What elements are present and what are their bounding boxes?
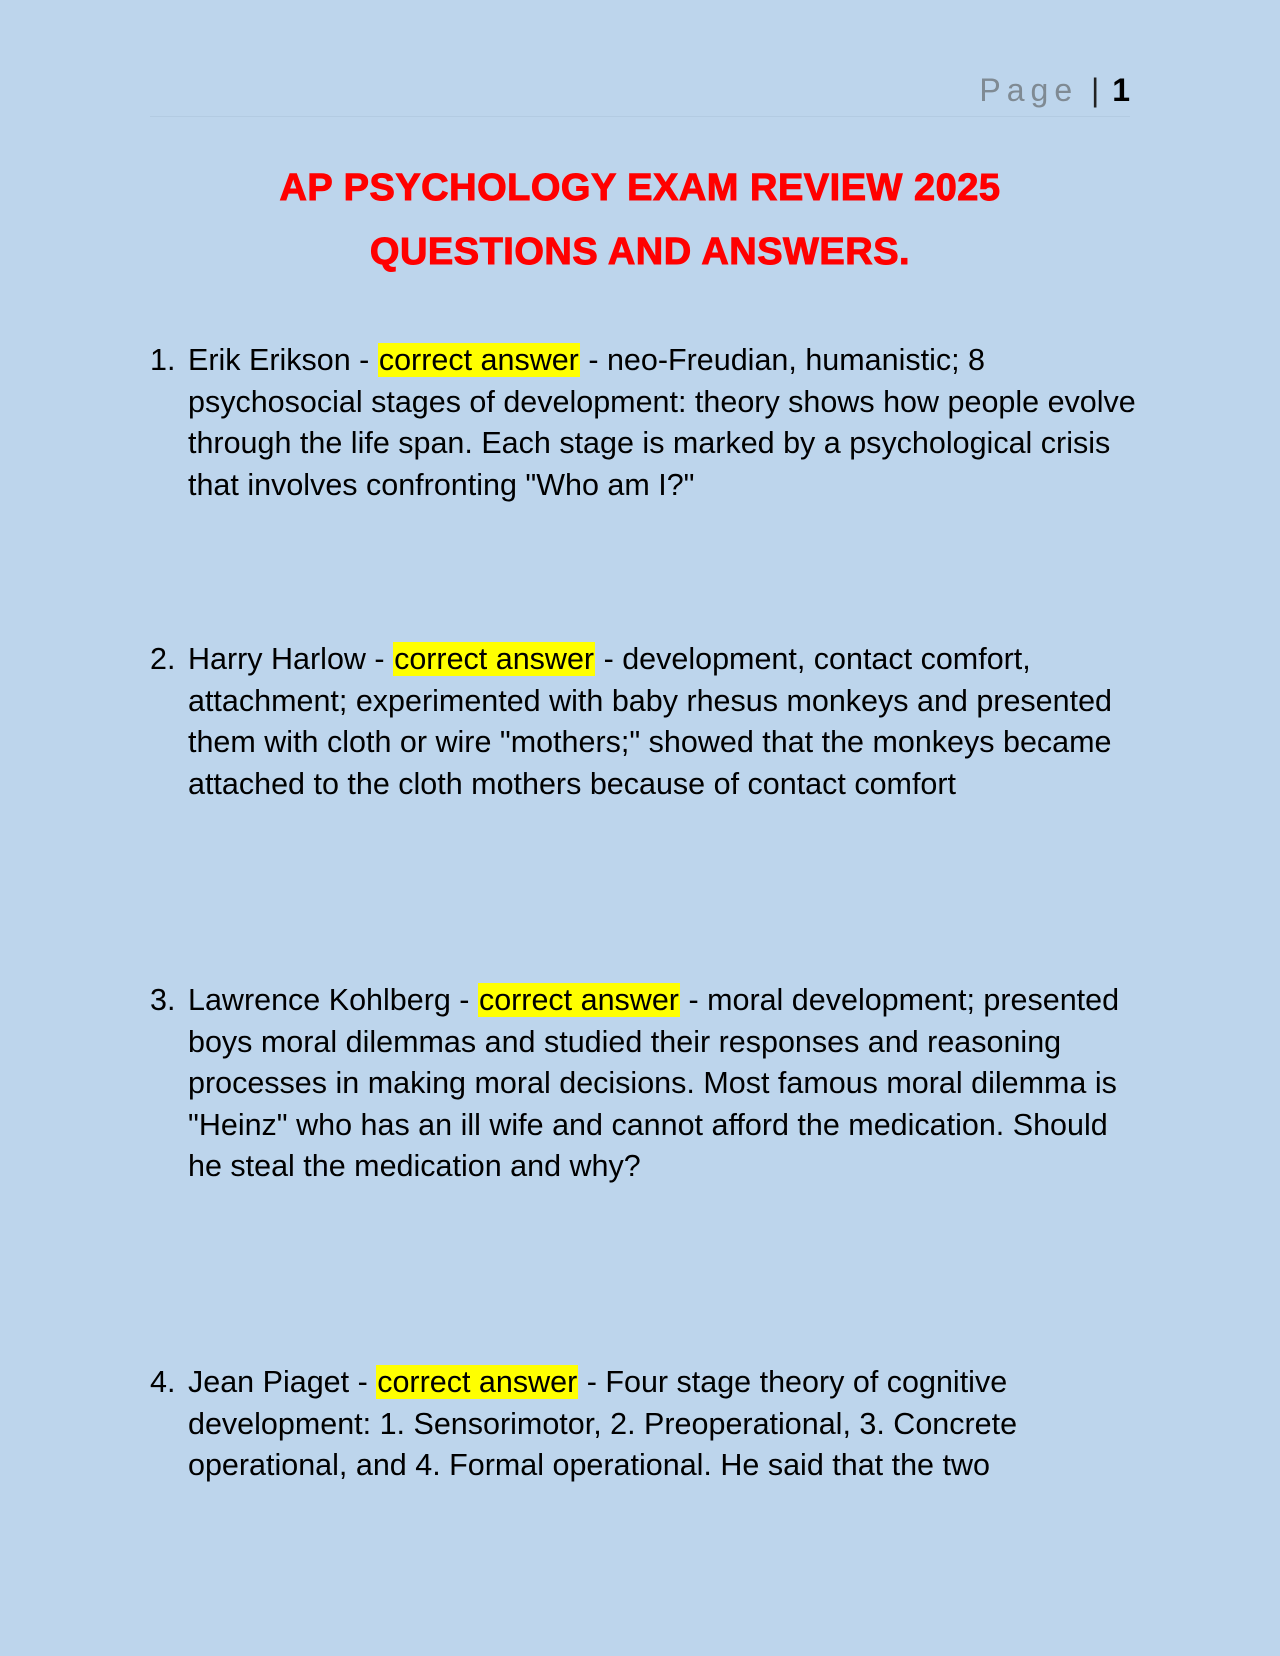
item-answer-text: - moral development; presented boys moral dilemmas and studied their responses and reasoning processes in making moral decisions. Most famous moral dilemma is "Heinz" who has an ill wife and cannot afford the medication. Should he steal the medication and why? [188, 983, 1120, 1183]
title-line-2: QUESTIONS AND ANSWERS. [369, 231, 911, 273]
header-divider [150, 116, 1130, 117]
qa-item-1 [150, 340, 1140, 506]
highlight-correct-answer: correct answer [378, 343, 579, 377]
item-term: Erik Erikson - [188, 343, 370, 377]
qa-item-2 [150, 639, 1140, 805]
item-number: 1. [150, 343, 176, 377]
item-body [188, 340, 1140, 506]
item-number: 4. [150, 1365, 176, 1399]
item-number: 3. [150, 983, 176, 1017]
item-answer-text: - neo-Freudian, humanistic; 8 psychosocial stages of development: theory shows how people evolve through the life span. Each stage is marked by a psychological crisis that involves confronting "Who am I?" [188, 343, 1136, 502]
page-separator: | [1091, 72, 1100, 108]
item-answer-text: - development, contact comfort, attachment; experimented with baby rhesus monkeys and presented them with cloth or wire "mothers;" showed that the monkeys became attached to the cloth mothers because of contact comfort [188, 642, 1112, 801]
page-header [979, 72, 1130, 109]
page-number: 1 [1112, 72, 1130, 108]
item-body [188, 1362, 1140, 1487]
title-line-1: AP PSYCHOLOGY EXAM REVIEW 2025 [279, 167, 1001, 209]
item-number: 2. [150, 642, 176, 676]
highlight-correct-answer: correct answer [377, 1365, 578, 1399]
item-body [188, 980, 1140, 1188]
item-term: Harry Harlow - [188, 642, 385, 676]
document-title [150, 156, 1130, 284]
page-label: Page [979, 72, 1079, 108]
highlight-correct-answer: correct answer [478, 983, 679, 1017]
item-term: Lawrence Kohlberg - [188, 983, 470, 1017]
item-answer-text: - Four stage theory of cognitive development: 1. Sensorimotor, 2. Preoperational, 3. Concrete operational, and 4. Formal operational. He said that the two [188, 1365, 1018, 1482]
item-body [188, 639, 1140, 805]
highlight-correct-answer: correct answer [394, 642, 595, 676]
qa-item-4 [150, 1362, 1140, 1487]
qa-item-3 [150, 980, 1140, 1188]
item-term: Jean Piaget - [188, 1365, 368, 1399]
